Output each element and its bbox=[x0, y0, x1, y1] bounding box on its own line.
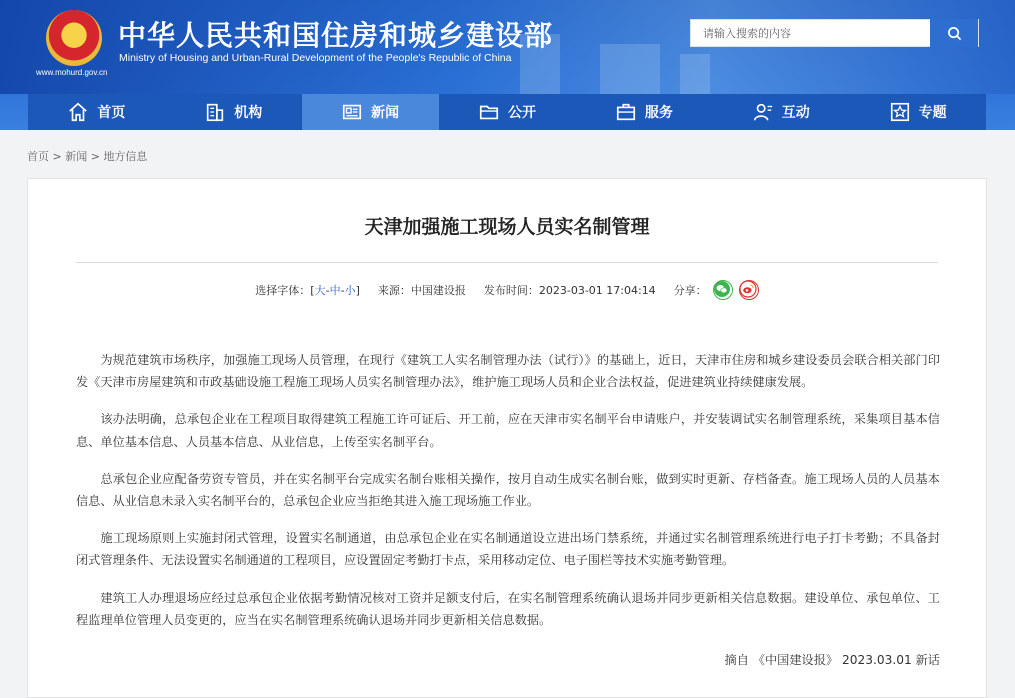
nav-item-home[interactable] bbox=[28, 94, 165, 130]
article-paragraph: 总承包企业应配备劳资专管员，并在实名制平台完成实名制台账相关操作，按月自动生成实名制台账，做到实时更新、存档备查。施工现场人员的人员基本信息、从业信息未录入实名制平台的，总承包企业应当拒绝其进入施工现场施工作业。 bbox=[76, 471, 940, 509]
nav-label: 服务 bbox=[644, 105, 673, 121]
nav-item-organization[interactable] bbox=[165, 94, 302, 130]
home-icon bbox=[67, 101, 89, 123]
title-divider bbox=[76, 262, 938, 263]
building-icon bbox=[204, 101, 226, 123]
share-label: 分享： bbox=[673, 284, 707, 297]
site-subtitle: Ministry of Housing and Urban-Rural Development of the People's Republic of China bbox=[119, 52, 512, 64]
breadcrumb-separator: > bbox=[49, 150, 66, 163]
font-separator: - bbox=[340, 283, 345, 297]
font-size-label: 选择字体：[ bbox=[255, 284, 315, 297]
site-url: www.mohurd.gov.cn bbox=[36, 68, 108, 77]
site-header bbox=[0, 0, 1015, 130]
breadcrumb bbox=[27, 148, 147, 164]
nav-label: 互动 bbox=[781, 105, 810, 121]
article-title: 天津加强施工现场人员实名制管理 bbox=[364, 216, 650, 238]
search-input[interactable] bbox=[691, 20, 945, 46]
nav-item-interaction[interactable] bbox=[712, 94, 849, 130]
nav-label: 公开 bbox=[508, 105, 536, 121]
article-paragraph: 该办法明确，总承包企业在工程项目取得建筑工程施工许可证后、开工前，应在天津市实名制平台申请账户，并安装调试实名制管理系统，采集项目基本信息、单位基本信息、人员基本信息、从业信息，上传至实名制平台。 bbox=[76, 412, 940, 449]
main-nav bbox=[28, 94, 986, 130]
site-title[interactable]: 中华人民共和国住房和城乡建设部 bbox=[118, 19, 554, 52]
national-emblem-icon[interactable]: ★ bbox=[46, 10, 102, 66]
nav-label: 新闻 bbox=[371, 105, 400, 121]
font-size-close: ] bbox=[355, 283, 360, 297]
article-body bbox=[76, 349, 940, 646]
font-large-button[interactable]: 大 bbox=[314, 284, 326, 297]
font-medium-button[interactable]: 中 bbox=[329, 284, 341, 297]
nav-item-news[interactable] bbox=[302, 94, 439, 130]
font-separator: - bbox=[325, 283, 330, 297]
news-icon bbox=[341, 101, 363, 123]
font-small-button[interactable]: 小 bbox=[344, 284, 356, 297]
search-button[interactable] bbox=[930, 19, 978, 47]
user-chat-icon bbox=[752, 101, 774, 123]
article-source: 来源：中国建设报 bbox=[377, 284, 466, 297]
article-paragraph: 建筑工人办理退场应经过总承包企业依据考勤情况核对工资并足额支付后，在实名制管理系统确认退场并同步更新相关信息数据。建设单位、承包单位、工程监理单位管理人员变更的，应当在实名制管理系统确认退场并同步更新相关信息数据。 bbox=[76, 590, 940, 627]
nav-label: 首页 bbox=[97, 105, 126, 121]
breadcrumb-news[interactable]: 新闻 bbox=[65, 150, 88, 163]
building-silhouette bbox=[600, 44, 660, 94]
article-paragraph: 施工现场原则上实施封闭式管理，设置实名制通道，由总承包企业在实名制通道设立进出场门禁系统，并通过实名制管理系统进行电子打卡考勤；不具备封闭式管理条件、无法设置实名制通道的工程项目，应设置固定考勤打卡点，采用移动定位、电子围栏等技术实施考勤管理。 bbox=[76, 531, 940, 568]
briefcase-icon bbox=[615, 101, 637, 123]
article-meta bbox=[28, 280, 986, 300]
breadcrumb-separator: > bbox=[87, 150, 104, 163]
source-attribution: 摘自 《中国建设报》 2023.03.01 新话 bbox=[724, 653, 940, 667]
folder-icon bbox=[478, 101, 500, 123]
nav-item-public[interactable] bbox=[439, 94, 576, 130]
article-paragraph: 为规范建筑市场秩序，加强施工现场人员管理，在现行《建筑工人实名制管理办法（试行）》的基础上，近日，天津市住房和城乡建设委员会联合相关部门印发《天津市房屋建筑和市政基础设施工程施工现场人员实名制管理办法》，维护施工现场人员和企业合法权益，促进建筑业持续健康发展。 bbox=[76, 353, 940, 390]
nav-item-topics[interactable] bbox=[849, 94, 986, 130]
nav-label: 专题 bbox=[918, 105, 947, 121]
weibo-share-icon[interactable] bbox=[739, 280, 759, 300]
nav-label: 机构 bbox=[234, 105, 263, 121]
nav-item-service[interactable] bbox=[575, 94, 712, 130]
building-silhouette bbox=[680, 54, 710, 94]
article-container bbox=[27, 178, 987, 698]
search-icon bbox=[947, 26, 962, 41]
breadcrumb-local-info[interactable]: 地方信息 bbox=[103, 150, 148, 163]
wechat-share-icon[interactable] bbox=[713, 280, 733, 300]
star-icon bbox=[889, 101, 911, 123]
publish-time: 发布时间：2023-03-01 17:04:14 bbox=[483, 284, 656, 297]
breadcrumb-home[interactable]: 首页 bbox=[27, 150, 49, 163]
search-box bbox=[690, 19, 979, 47]
